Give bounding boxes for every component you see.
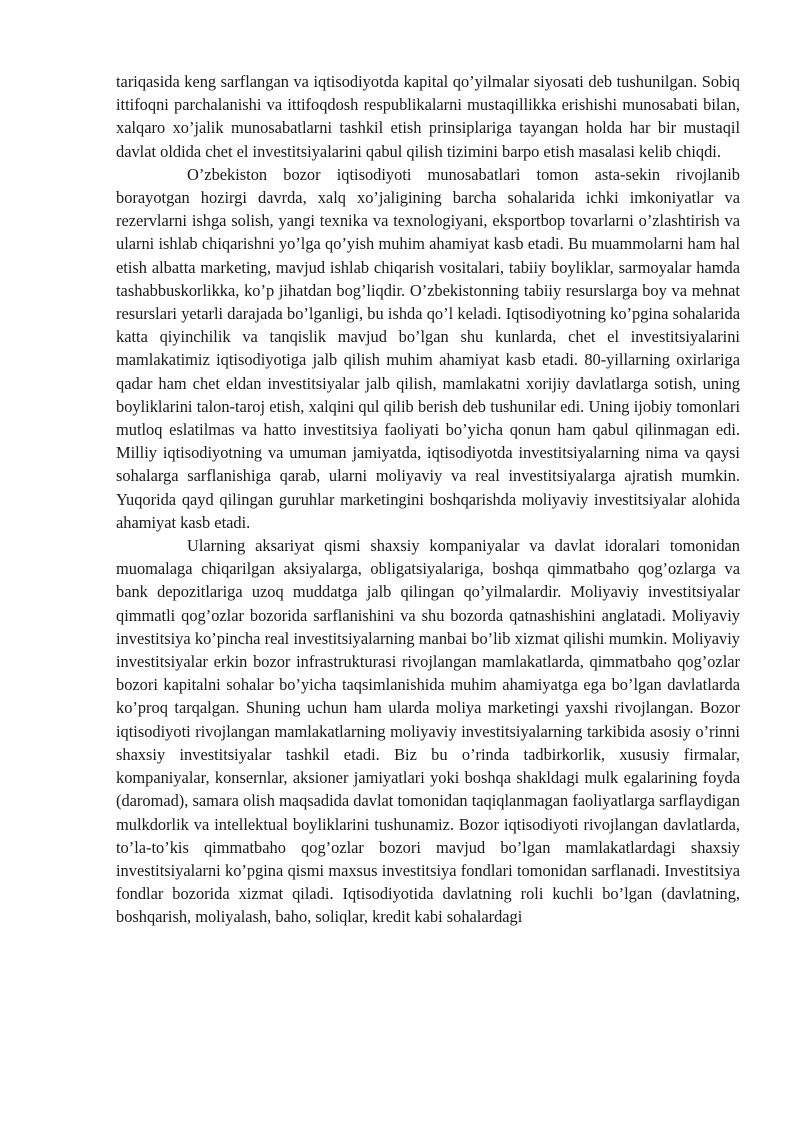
paragraph-2: O’zbekiston bozor iqtisodiyoti munosabatlari tomon asta-sekin rivojlanib borayotgan hozirgi davrda, xalq xo’jaligining barcha sohalarida ichki imkoniyatlar va rezervlarni ishga solish, yangi texnika va texnologiyani, eksportbop tovarlarni o’zlashtirish va ularni ishlab chiqarishni yo’lga qo’yish muhim ahamiyat kasb etadi. Bu muammolarni ham hal etish albatta marketing, mavjud ishlab chiqarish vositalari, tabiiy boyliklar, sarmoyalar hamda tashabbuskorlikka, ko’p jihatdan bog’liqdir. O’zbekistonning tabiiy resurslarga boy va mehnat resurslari yetarli darajada bo’lganligi, bu ishda qo’l keladi. Iqtisodiyotning ko’pgina sohalarida katta qiyinchilik va tanqislik mavjud bo’lgan shu kunlarda, chet el investitsiyalarini mamlakatimiz iqtisodiyotiga jalb qilish muhim ahamiyat kasb etadi. 80-yillarning oxirlariga qadar ham chet eldan investitsiyalar jalb qilish, mamlakatni xorijiy davlatlarga sotish, uning boyliklarini talon-taroj etish, xalqini qul qilib berish deb tushunilar edi. Uning ijobiy tomonlari mutloq eslatilmas va hatto investitsiya faoliyati bo’yicha qonun ham qabul qilinmagan edi. Milliy iqtisodiyotning va umuman jamiyatda, iqtisodiyotda investitsiyalarning nima va qaysi sohalarga sarflanishiga qarab, ularni moliyaviy va real investitsiyalarga ajratish mumkin. Yuqorida qayd qilingan guruhlar marketingini boshqarishda moliyaviy investitsiyalar alohida ahamiyat kasb etadi.	[116, 164, 740, 532]
paragraph-1: tariqasida keng sarflangan va iqtisodiyotda kapital qo’yilmalar siyosati deb tushunilgan. Sobiq ittifoqni parchalanishi va ittifoqdosh respublikalarni mustaqillikka erishishi munosabati bilan, xalqaro xo’jalik munosabatlarni tashkil etish prinsiplariga tayangan holda har bir mustaqil davlat oldida chet el investitsiyalarini qabul qilish tizimini barpo etish masalasi kelib chiqdi.	[116, 72, 740, 161]
document-page	[116, 70, 740, 929]
paragraph-3: Ularning aksariyat qismi shaxsiy kompaniyalar va davlat idoralari tomonidan muomalaga chiqarilgan aksiyalarga, obligatsiyalariga, boshqa qimmatbaho qog’ozlarga va bank depozitlariga uzoq muddatga jalb qilingan qo’yilmalardir. Moliyaviy investitsiyalar qimmatli qog’ozlar bozorida sarflanishini va shu bozorda qatnashishini anglatadi. Moliyaviy investitsiya ko’pincha real investitsiyalarning manbai bo’lib xizmat qilishi mumkin. Moliyaviy investitsiyalar erkin bozor infrastrukturasi rivojlangan mamlakatlarda, qimmatbaho qog’ozlar bozori kapitalni sohalar bo’yicha taqsimlanishida muhim ahamiyatga ega bo’lgan davlatlarda ko’proq tarqalgan. Shuning uchun ham ularda moliya marketingi yaxshi rivojlangan. Bozor iqtisodiyoti rivojlangan mamlakatlarning moliyaviy investitsiyalarning tarkibida asosiy o’rinni shaxsiy investitsiyalar tashkil etadi. Biz bu o’rinda tadbirkorlik, xususiy firmalar, kompaniyalar, konsernlar, aksioner jamiyatlari yoki boshqa shakldagi mulk egalarining foyda (daromad), samara olish maqsadida davlat tomonidan taqiqlanmagan faoliyatlarga sarflaydigan mulkdorlik va intellektual boyliklarini tushunamiz. Bozor iqtisodiyoti rivojlangan davlatlarda, to’la-to’kis qimmatbaho qog’ozlar bozori mavjud bo’lgan mamlakatlardagi shaxsiy investitsiyalarni ko’pgina qismi maxsus investitsiya fondlari tomonidan sarflanadi. Investitsiya fondlar bozorida xizmat qiladi. Iqtisodiyotida davlatning roli kuchli bo’lgan (davlatning, boshqarish, moliyalash, baho, soliqlar, kredit kabi sohalardagi	[116, 536, 740, 927]
